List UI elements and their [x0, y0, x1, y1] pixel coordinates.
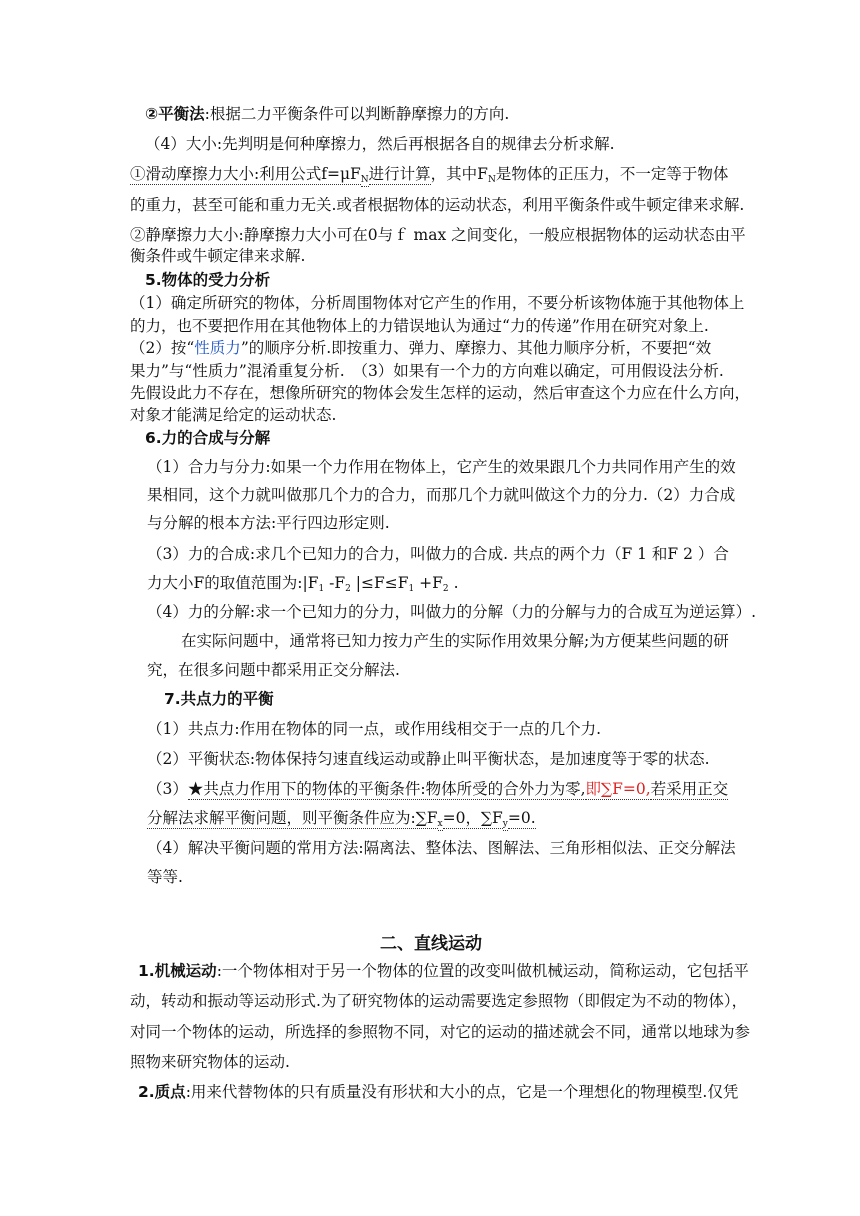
- text-line: （3）力的合成:求几个已知力的合力，叫做力的合成. 共点的两个力（F 1 和F 2 ）合: [147, 545, 729, 563]
- text-line: 等等.: [147, 868, 183, 886]
- bold-term: 2.质点: [138, 1083, 186, 1101]
- text-line: （1）确定所研究的物体，分析周围物体对它产生的作用，不要分析该物体施于其他物体上: [130, 294, 745, 312]
- text-line: （4）力的分解:求一个已知力的分力，叫做力的分解（力的分解与力的合成互为逆运算）.: [147, 603, 757, 621]
- text-line: 的力，也不要把作用在其他物体上的力错误地认为通过“力的传递”作用在研究对象上.: [130, 317, 709, 335]
- text-line: 果力”与“性质力”混淆重复分析. （3）如果有一个力的方向难以确定，可用假设法分析.: [130, 362, 724, 380]
- text-line: 对同一个物体的运动，所选择的参照物不同，对它的运动的描述就会不同，通常以地球为参: [130, 1023, 751, 1041]
- text-line: （3）★共点力作用下的物体的平衡条件:物体所受的合外力为零,即∑F=0,若采用正交: [147, 780, 729, 798]
- text-line: （4）大小:先判明是何种摩擦力，然后再根据各自的规律去分析求解.: [145, 135, 615, 153]
- text-line: （1）合力与分力:如果一个力作用在物体上，它产生的效果跟几个力共同作用产生的效: [147, 458, 736, 476]
- text-line: 的重力，甚至可能和重力无关.或者根据物体的运动状态，利用平衡条件或牛顿定律来求解.: [130, 196, 745, 214]
- section-heading: 6.力的合成与分解: [145, 429, 271, 447]
- text-line: 究，在很多问题中都采用正交分解法.: [147, 661, 400, 679]
- text-line: 动，转动和振动等运动形式.为了研究物体的运动需要选定参照物（即假定为不动的物体），: [130, 992, 748, 1010]
- text-line: 果相同，这个力就叫做那几个力的合力，而那几个力就叫做这个力的分力.（2）力合成: [147, 486, 736, 504]
- text-line: 衡条件或牛顿定律来求解.: [130, 247, 306, 265]
- text-line: 先假设此力不存在，想像所研究的物体会发生怎样的运动，然后审查这个力应在什么方向，: [130, 384, 751, 402]
- bold-term: 1.机械运动: [138, 962, 217, 980]
- text-line: 力大小F的取值范围为$:|F_1$ $-F_2$ $|\le F\le F_1 +F_2$ .: [147, 574, 459, 594]
- text-line: （1）共点力:作用在物体的同一点，或作用线相交于一点的几个力.: [147, 720, 602, 738]
- text-line: 对象才能满足给定的运动状态.: [130, 406, 337, 424]
- text-line: 与分解的根本方法:平行四边形定则.: [147, 514, 390, 532]
- text-line: ②静摩擦力大小:静摩擦力大小可在0与ｆ max 之间变化，一般应根据物体的运动状态由平: [130, 226, 746, 244]
- text-line: （2）平衡状态:物体保持匀速直线运动或静止叫平衡状态，是加速度等于零的状态.: [147, 750, 710, 768]
- section-heading: 5.物体的受力分析: [145, 271, 271, 289]
- bold-term: ②平衡法: [145, 105, 205, 123]
- text-line: （4）解决平衡问题的常用方法:隔离法、整体法、图解法、三角形相似法、正交分解法: [147, 839, 736, 857]
- text-line: 1.机械运动:一个物体相对于另一个物体的位置的改变叫做机械运动，简称运动，它包括平: [138, 962, 749, 980]
- term-link[interactable]: 性质力: [194, 339, 241, 357]
- chapter-title: 二、直线运动: [380, 934, 482, 954]
- text-line: 分解法求解平衡问题，则平衡条件应为$:\sum F_x=0$，$\sum F_y=0$.: [147, 809, 536, 829]
- text-line: ②平衡法:根据二力平衡条件可以判断静摩擦力的方向.: [145, 105, 510, 123]
- section-heading: 7.共点力的平衡: [164, 690, 274, 708]
- text-line: 在实际问题中，通常将已知力按力产生的实际作用效果分解;为方便某些问题的研: [181, 632, 729, 650]
- text-line: 照物来研究物体的运动.: [130, 1053, 290, 1071]
- text-line: （2）按“性质力”的顺序分析.即按重力、弹力、摩擦力、其他力顺序分析，不要把“效: [130, 339, 712, 357]
- text-line: 2.质点:用来代替物体的只有质量没有形状和大小的点，它是一个理想化的物理模型.仅凭: [138, 1083, 739, 1101]
- text-line: ①滑动摩擦力大小:利用公式$f=\mu F_N$进行计算，其中$F_N$是物体的正压力，不一定等于物体: [130, 165, 729, 185]
